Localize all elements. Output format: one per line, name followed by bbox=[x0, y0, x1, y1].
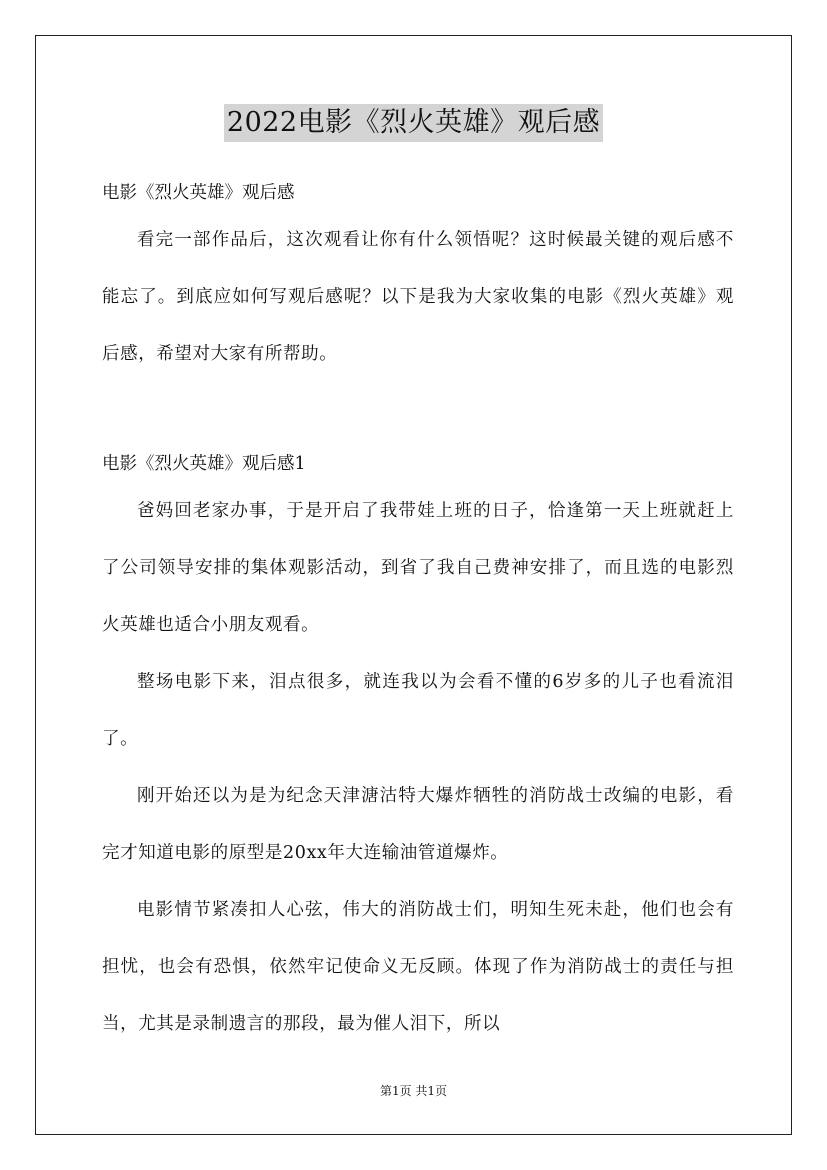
body-paragraph-1: 爸妈回老家办事，于是开启了我带娃上班的日子，恰逢第一天上班就赶上了公司领导安排的集体观影活动，到省了我自己费神安排了，而且选的电影烈火英雄也适合小朋友观看。 bbox=[102, 501, 734, 635]
intro-paragraph: 看完一部作品后，这次观看让你有什么领悟呢？这时候最关键的观后感不能忘了。到底应如何写观后感呢？以下是我为大家收集的电影《烈火英雄》观后感，希望对大家有所帮助。 bbox=[102, 230, 734, 364]
document-body bbox=[102, 174, 734, 1053]
document-title: 2022电影《烈火英雄》观后感 bbox=[224, 104, 603, 142]
body-paragraph-2: 整场电影下来，泪点很多，就连我以为会看不懂的6岁多的儿子也看流泪了。 bbox=[102, 672, 734, 749]
page-footer: 第1页 共1页 bbox=[379, 1084, 448, 1098]
section-heading: 电影《烈火英雄》观后感1 bbox=[102, 454, 306, 474]
body-paragraph-4: 电影情节紧凑扣人心弦，伟大的消防战士们，明知生死未赴，他们也会有担忧，也会有恐惧，依然牢记使命义无反顾。体现了作为消防战士的责任与担当，尤其是录制遗言的那段，最为催人泪下，所以 bbox=[102, 900, 734, 1034]
section-spacer bbox=[102, 383, 734, 445]
intro-heading: 电影《烈火英雄》观后感 bbox=[102, 183, 295, 203]
title-container bbox=[0, 104, 827, 142]
body-paragraph-3: 刚开始还以为是为纪念天津溏沽特大爆炸牺牲的消防战士改编的电影，看完才知道电影的原型是20xx年大连输油管道爆炸。 bbox=[102, 786, 734, 863]
